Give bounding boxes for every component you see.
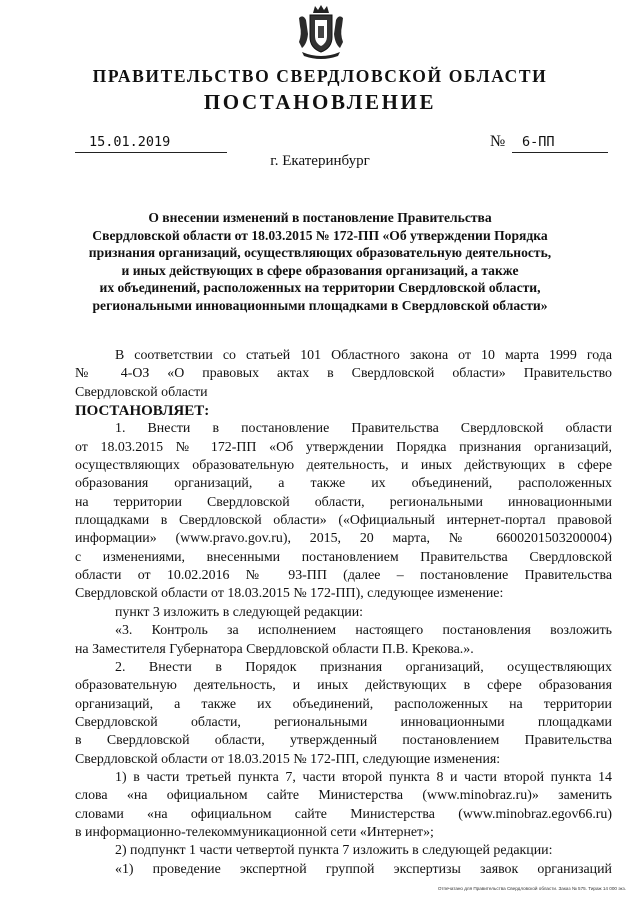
body-line: информации» (www.pravo.gov.ru), 2015, 20 марта, № 6600201503200004): [75, 531, 612, 547]
date-field: [75, 136, 227, 153]
body-line: образования организаций, а также их объединений, расположенных: [75, 476, 612, 492]
heading-line: О внесении изменений в постановление Правительства: [148, 210, 492, 225]
document-type: ПОСТАНОВЛЕНИЕ: [203, 90, 437, 114]
heading-line: Свердловской области от 18.03.2015 № 172-ПП «Об утверждении Порядка: [92, 227, 548, 243]
body-line: от 18.03.2015 № 172-ПП «Об утверждении Порядка признания организаций,: [75, 439, 612, 455]
body-line: области от 10.02.2016 № 93-ПП (далее – постановление Правительства: [75, 568, 612, 584]
body-line: словами «на официальном сайте Министерства (www.minobraz.egov66.ru): [75, 806, 612, 822]
body-line: организаций, а также их объединений, расположенных на территории: [75, 696, 612, 712]
document-body: [75, 347, 612, 879]
heading-line: и иных действующих в сфере образования организаций, а также: [121, 262, 519, 278]
body-line: в Свердловской области, утвержденный постановлением Правительства: [75, 733, 612, 749]
city-name: г. Екатеринбург: [270, 153, 370, 169]
body-line: Свердловской области, региональными инновационными площадками: [75, 714, 612, 730]
body-line: 2. Внести в Порядок признания организаций, осуществляющих: [115, 659, 612, 675]
document-heading: [70, 209, 570, 315]
body-line: № 4-ОЗ «О правовых актах в Свердловской области» Правительство: [75, 366, 612, 382]
government-title: ПРАВИТЕЛЬСТВО СВЕРДЛОВСКОЙ ОБЛАСТИ: [92, 66, 548, 86]
body-line: 1) в части третьей пункта 7, части второй пункта 8 и части второй пункта 14: [115, 769, 612, 785]
document-date: 15.01.2019: [89, 134, 171, 150]
body-line: с изменениями, внесенными постановлением Правительства Свердловской: [75, 549, 612, 565]
body-line: Свердловской области от 18.03.2015 № 172-ПП), следующее изменение:: [75, 586, 504, 602]
heading-line: их объединений, расположенных на территории Свердловской области,: [99, 280, 541, 296]
body-line: пункт 3 изложить в следующей редакции:: [115, 604, 364, 620]
body-line: «1) проведение экспертной группой экспертизы заявок организаций: [115, 861, 612, 877]
number-label: №: [490, 133, 506, 150]
number-field: [512, 136, 608, 153]
heading-line: признания организаций, осуществляющих образовательную деятельность,: [88, 245, 552, 261]
coat-of-arms-emblem: [296, 4, 346, 60]
body-line: на Заместителя Губернатора Свердловской области П.В. Крекова.».: [75, 641, 474, 657]
body-line: образовательную деятельность, и иных действующих в сфере образования: [75, 678, 612, 694]
body-line: 2) подпункт 1 части четвертой пункта 7 изложить в следующей редакции:: [115, 843, 553, 859]
heading-line: региональными инновационными площадками в Свердловской области»: [92, 297, 548, 313]
body-line: осуществляющих образовательную деятельность, и иных действующих в сфере: [75, 458, 612, 474]
body-line: в информационно-телекоммуникационной сети «Интернет»;: [75, 824, 434, 840]
resolves-heading: ПОСТАНОВЛЯЕТ:: [75, 403, 210, 420]
body-line: Свердловской области от 18.03.2015 № 172-ПП, следующие изменения:: [75, 751, 501, 767]
body-line: «3. Контроль за исполнением настоящего постановления возложить: [115, 623, 612, 639]
document-number: 6-ПП: [522, 134, 555, 150]
body-line: В соответствии со статьей 101 Областного закона от 10 марта 1999 года: [115, 348, 612, 363]
body-line: Свердловской области: [75, 384, 208, 400]
print-imprint-note: Отпечатано для Правительства Свердловской области. Заказ № 575. Тираж 14 000 экз.: [437, 886, 626, 891]
body-line: 1. Внести в постановление Правительства Свердловской области: [115, 421, 612, 437]
body-line: слова «на официальном сайте Министерства (www.minobraz.ru)» заменить: [75, 788, 612, 804]
body-line: площадками в Свердловской области» («Официальный интернет-портал правовой: [75, 513, 612, 529]
body-line: на территории Свердловской области, региональными инновационными: [75, 494, 612, 510]
